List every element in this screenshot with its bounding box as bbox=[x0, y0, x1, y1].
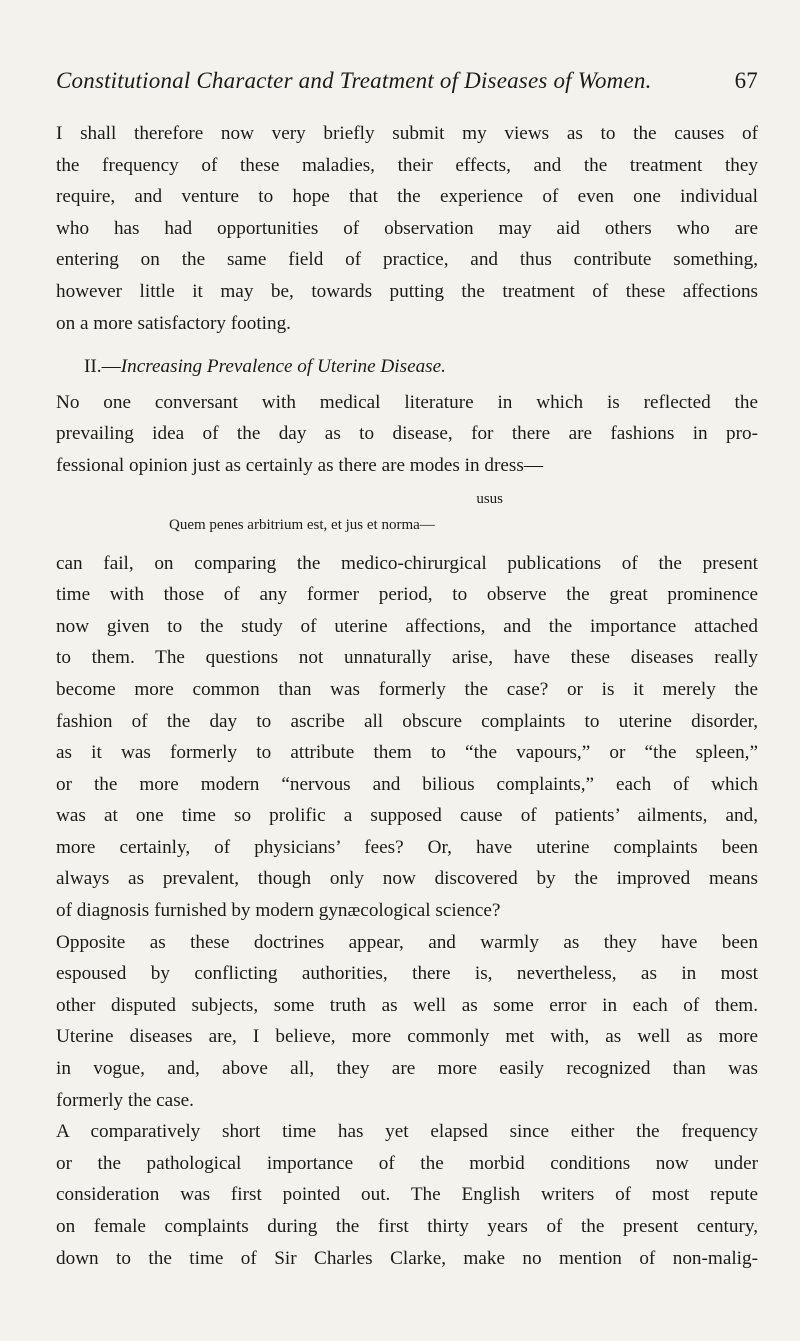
text-line: on female complaints during the first thirty years of the present century, bbox=[56, 1216, 758, 1237]
latin-quotation bbox=[56, 486, 758, 538]
paragraph-1 bbox=[56, 118, 758, 339]
text-line: as it was formerly to attribute them to “the vapours,” or “the spleen,” bbox=[56, 742, 758, 764]
text-line: of diagnosis furnished by modern gynæcological science? bbox=[56, 900, 501, 922]
text-line: now given to the study of uterine affections, and the importance attached bbox=[56, 615, 758, 637]
text-line: Opposite as these doctrines appear, and warmly as they have been bbox=[56, 931, 758, 953]
text-line: the frequency of these maladies, their effects, and the treatment they bbox=[56, 154, 758, 176]
body-text bbox=[56, 118, 758, 1274]
text-line: or the more modern “nervous and bilious complaints,” each of which bbox=[56, 773, 758, 795]
text-line: however little it may be, towards putting the treatment of these affections bbox=[56, 280, 758, 302]
section-heading bbox=[56, 351, 758, 383]
text-line: require, and venture to hope that the experience of even one individual bbox=[56, 186, 758, 208]
text-line: I shall therefore now very briefly submit my views as to the causes of bbox=[56, 123, 758, 144]
quote-line: Quem penes arbitrium est, et jus et norma— bbox=[169, 516, 435, 533]
text-line: A comparatively short time has yet elapsed since either the frequency bbox=[56, 1121, 758, 1143]
text-line: to them. The questions not unnaturally arise, have these diseases really bbox=[56, 647, 758, 669]
text-line: espoused by conflicting authorities, there is, nevertheless, as in most bbox=[56, 963, 758, 985]
paragraph-3 bbox=[56, 548, 758, 927]
text-line: fashion of the day to ascribe all obscure complaints to uterine disorder, bbox=[56, 710, 758, 732]
text-line: formerly the case. bbox=[56, 1089, 194, 1111]
text-line: time with those of any former period, to observe the great prominence bbox=[56, 584, 758, 606]
text-line: who has had opportunities of observation may aid others who are bbox=[56, 217, 758, 239]
text-line: was at one time so prolific a supposed cause of patients’ ailments, and, bbox=[56, 805, 758, 827]
text-line: Uterine diseases are, I believe, more commonly met with, as well as more bbox=[56, 1026, 758, 1048]
text-line: fessional opinion just as certainly as there are modes in dress— bbox=[56, 454, 544, 476]
running-head bbox=[56, 68, 758, 104]
running-head-title: Constitutional Character and Treatment of Diseases of Women. bbox=[56, 68, 652, 93]
paragraph-2 bbox=[56, 387, 758, 482]
text-line: entering on the same field of practice, and thus contribute something, bbox=[56, 249, 758, 271]
text-line: more certainly, of physicians’ fees? Or, have uterine complaints been bbox=[56, 836, 758, 858]
text-line: consideration was first pointed out. The English writers of most repute bbox=[56, 1184, 758, 1206]
text-line: other disputed subjects, some truth as well as some error in each of them. bbox=[56, 994, 758, 1016]
text-line: down to the time of Sir Charles Clarke, make no mention of non-malig- bbox=[56, 1247, 758, 1269]
text-line: on a more satisfactory footing. bbox=[56, 312, 291, 334]
page-number: 67 bbox=[734, 68, 758, 93]
paragraph-5 bbox=[56, 1116, 758, 1274]
text-line: or the pathological importance of the morbid conditions now under bbox=[56, 1152, 758, 1174]
text-line: can fail, on comparing the medico-chirurgical publications of the present bbox=[56, 552, 758, 574]
section-number: II.— bbox=[84, 356, 121, 378]
section-title: Increasing Prevalence of Uterine Disease. bbox=[120, 356, 446, 378]
quote-word: usus bbox=[476, 490, 503, 507]
text-line: always as prevalent, though only now discovered by the improved means bbox=[56, 868, 758, 890]
text-line: become more common than was formerly the case? or is it merely the bbox=[56, 678, 758, 700]
text-line: No one conversant with medical literature in which is reflected the bbox=[56, 391, 758, 413]
text-line: in vogue, and, above all, they are more easily recognized than was bbox=[56, 1058, 758, 1080]
text-line: prevailing idea of the day as to disease, for there are fashions in pro- bbox=[56, 423, 758, 445]
paragraph-4 bbox=[56, 927, 758, 1117]
